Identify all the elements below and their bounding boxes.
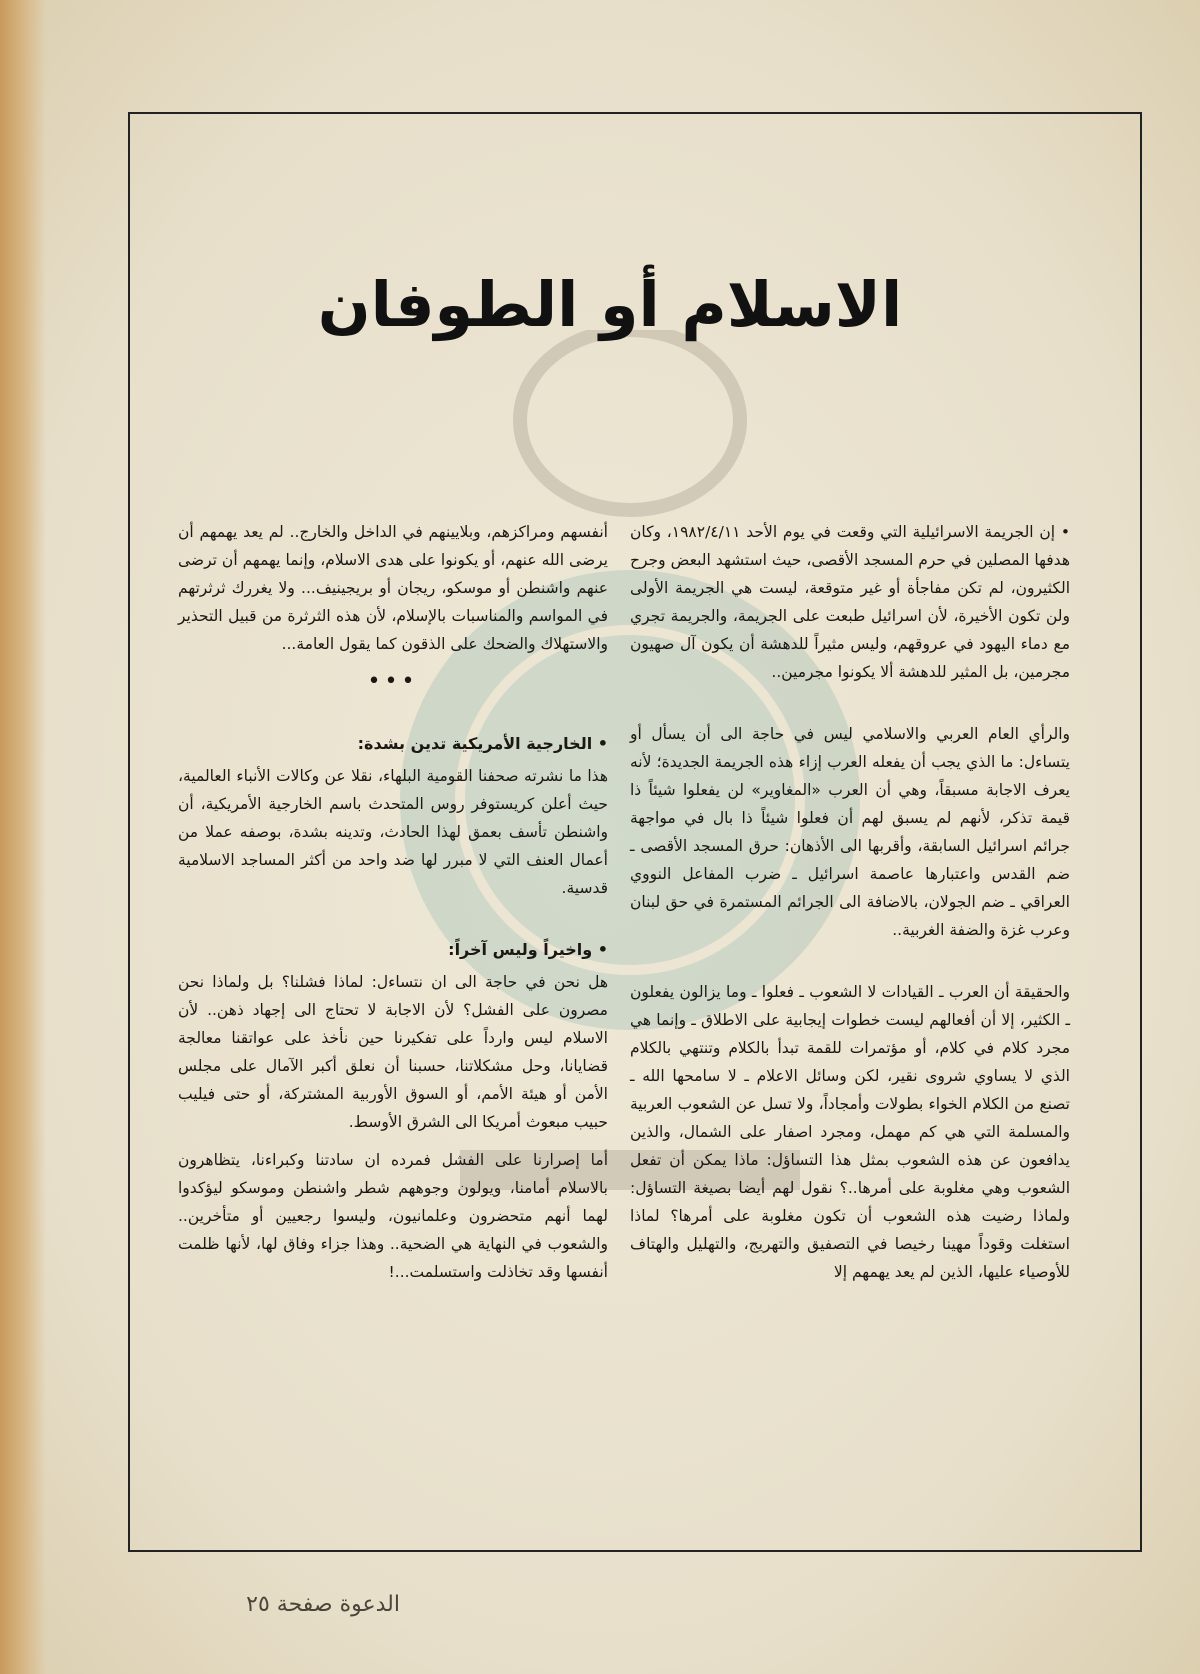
section-heading-us-state-dept: • الخارجية الأمريكية تدين بشدة: — [357, 734, 608, 753]
section-body-finally-2: أما إصرارنا على الفشل فمرده ان سادتنا وكبراءنا، يتظاهرون بالاسلام أمامنا، ويولون وجوههم شطر واشنطن وموسكو ليؤكدوا لهما أنهم متحضرون وعلمانيون، وليسوا رجعيين أو متأخرين.. والشعوب في النهاية هي الضحية.. وهذا جزاء وفاق لها، لأنها ظلمت أنفسها وقد تخاذلت واستسلمت...! — [178, 1151, 608, 1281]
section-heading-finally: • واخيراً وليس آخراً: — [448, 940, 608, 959]
section-body-finally-1: هل نحن في حاجة الى ان نتساءل: لماذا فشلنا؟ بل ولماذا نحن مصرون على الفشل؟ لأن الاجابة لا تحتاج الى إجهاد ذهن.. لأن الاسلام ليس وارداً على تفكيرنا حين نأخذ على عواتقنا معالجة قضايانا، وحل مشكلاتنا، حسبنا أن نعلق أكبر الآمال على مجلس الأمن أو هيئة الأمم، أو السوق الأوربية المشتركة، أو حتى فيليب حبيب مبعوث أمريكا الى الشرق الأوسط. — [178, 973, 608, 1131]
page-footer: الدعوة صفحة ٢٥ — [246, 1592, 400, 1617]
left-column — [178, 518, 608, 1320]
section-body-us-state-dept: هذا ما نشرته صحفنا القومية البلهاء، نقلا عن وكالات الأنباء العالمية، حيث أعلن كريستوفر روس المتحدث باسم الخارجية الأمريكية، أن واشنطن تأسف بعمق لهذا الحادث، وتدينه بشدة، بوصفه عملا من أعمال العنف التي لا مبرر لها ضد واحد من أكثر المساجد الاسلامية قدسية. — [178, 767, 608, 897]
article-title: الاسلام أو الطوفان — [317, 268, 903, 341]
paragraph-1: • إن الجريمة الاسرائيلية التي وقعت في يوم الأحد ١٩٨٢/٤/١١، وكان هدفها المصلين في حرم المسجد الأقصى، حيث استشهد البعض وجرح الكثيرون، لم تكن مفاجأة أو غير متوقعة، ليست هي الجريمة الأولى ولن تكون الأخيرة، لأن اسرائيل طبعت على الجريمة، والجريمة تجري مع دماء اليهود في عروقهم، وليس مثيراً للدهشة أن يكون آل صهيون مجرمين، بل المثير للدهشة ألا يكونوا مجرمين.. — [630, 523, 1070, 681]
right-column — [630, 518, 1070, 1320]
paragraph-2: والرأي العام العربي والاسلامي ليس في حاجة الى أن يسأل أو يتساءل: ما الذي يجب أن يفعله العرب إزاء هذه الجريمة الجديدة؛ لأنه يعرف الاجابة مسبقاً، وهي أن العرب «المغاوير» لن يفعلوا شيئاً ذا قيمة تذكر، لأنهم لم يسبق لهم أن فعلوا شيئاً ذا بال في مواجهة جرائم اسرائيل السابقة، وأقربها الى الأذهان: حرق المسجد الأقصى ـ ضم القدس واعتبارها عاصمة اسرائيل ـ ضرب المفاعل النووي العراقي ـ ضم الجولان، بالاضافة الى الجرائم المستمرة في حق لبنان وعرب غزة والضفة الغربية.. — [630, 725, 1070, 939]
left-intro-paragraph: أنفسهم ومراكزهم، وبلايينهم في الداخل والخارج.. لم يعد يهمهم أن يرضى الله عنهم، أو يكونوا على هدى الاسلام، وإنما يهمهم أن ترضى عنهم واشنطن أو موسكو، ريجان أو بريجينيف... ولا يغررك ثرثرتهم في المواسم والمناسبات بالإسلام، لأن هذه الثرثرة من قبيل التحذير والاستهلاك والضحك على الذقون كما يقول العامة... — [178, 523, 608, 653]
section-separator: ••• — [367, 669, 419, 694]
paragraph-3: والحقيقة أن العرب ـ القيادات لا الشعوب ـ فعلوا ـ وما يزالون يفعلون ـ الكثير، إلا أن أفعالهم ليست خطوات إيجابية على الاطلاق ـ وإنما هي مجرد كلام في كلام، أو مؤتمرات للقمة تبدأ بالكلام وتنتهي بالكلام الذي لا يساوي شروى نقير، لكن وسائل الاعلام ـ لا سامحها الله ـ تصنع من الكلام الخواء بطولات وأمجاداً، ولا تسل عن الشعوب العربية والمسلمة التي هي كم مهمل، ومجرد اصفار على الشمال، والذين يدافعون عن هذه الشعوب بمثل هذا التساؤل: ماذا يمكن أن تفعل الشعوب وهي مغلوبة على أمرها..؟ نقول لهم أيضا بصيغة التساؤل: ولماذا رضيت هذه الشعوب أن تكون مغلوبة على أمرها؟ لماذا استغلت وقوداً مهينا رخيصا في التصفيق والتهريج، والتهليل والهتاف للأوصياء عليها، الذين لم يعد يهمهم إلا — [630, 983, 1070, 1281]
page-spine-shadow — [0, 0, 46, 1674]
